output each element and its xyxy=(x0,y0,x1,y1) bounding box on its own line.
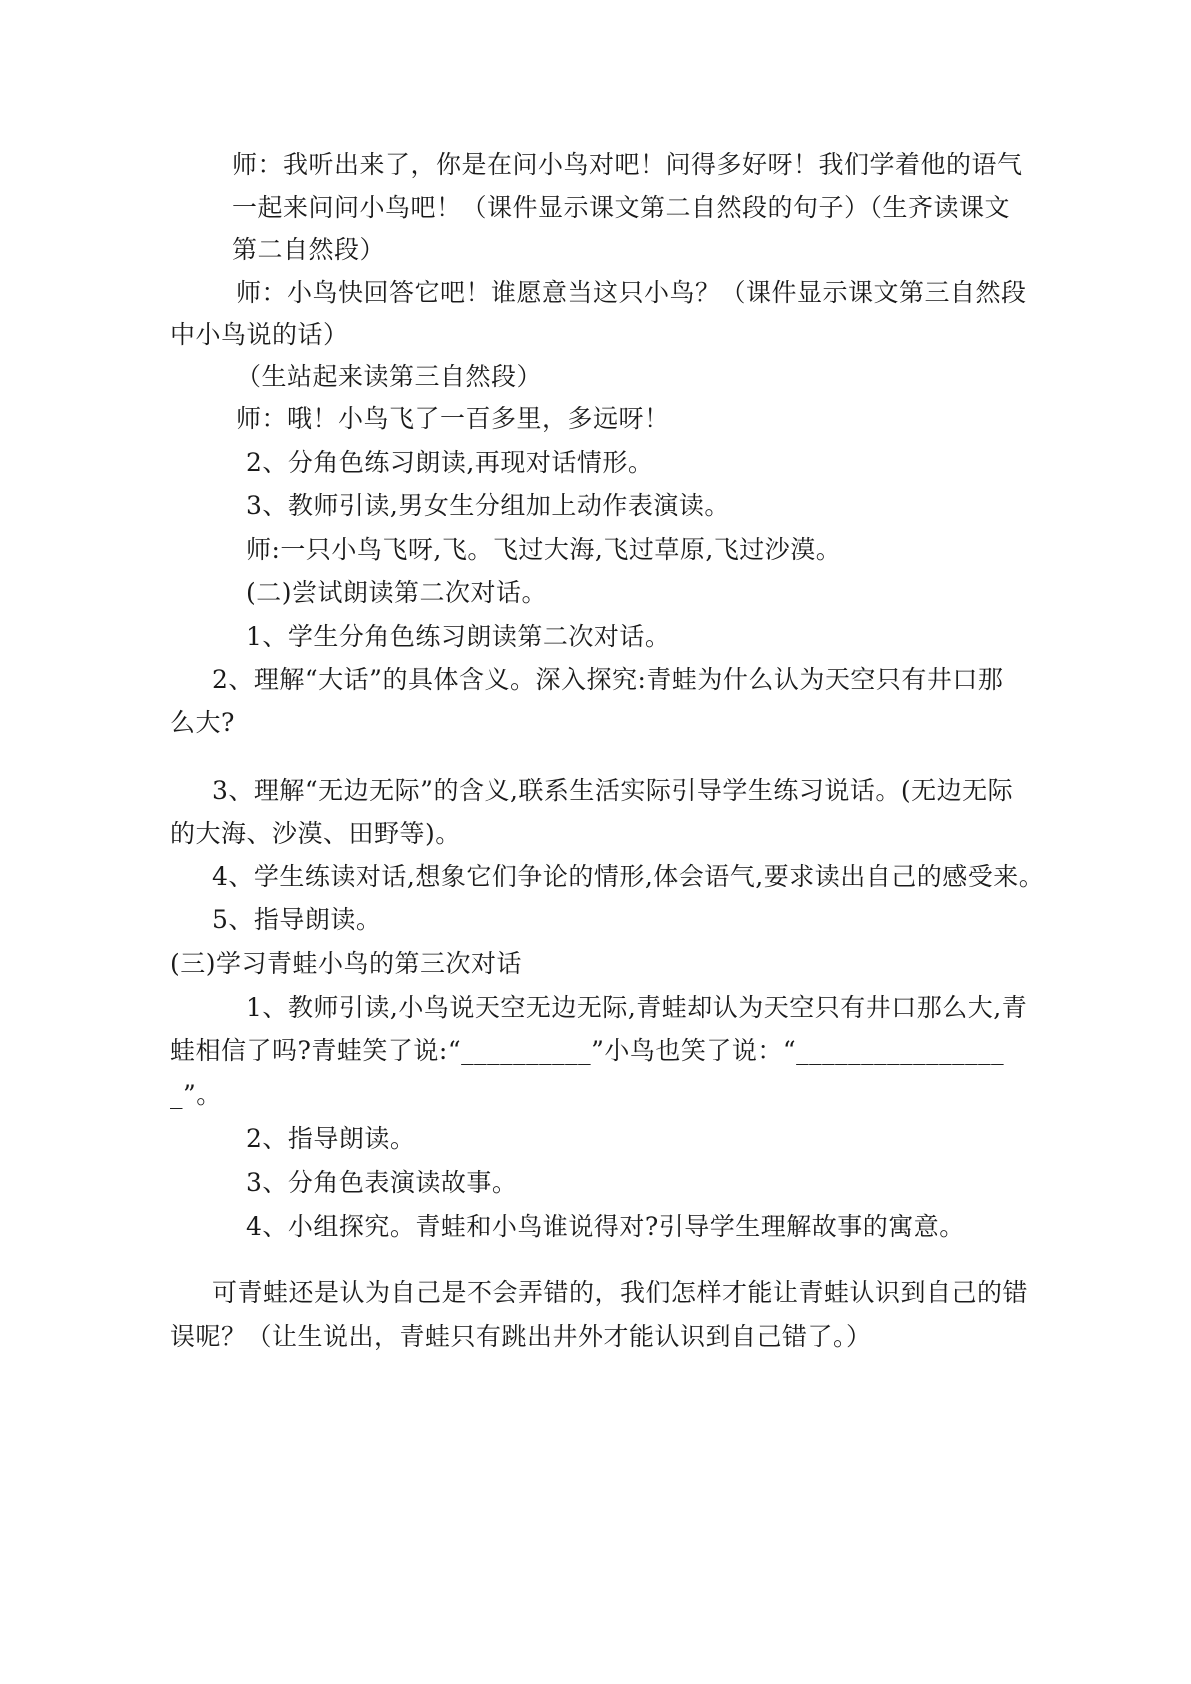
text-line: 中小鸟说的话） xyxy=(170,320,349,349)
text-line: 2、理解“大话”的具体含义。深入探究:青蛙为什么认为天空只有井口那 xyxy=(212,665,1004,694)
text-line: 一起来问问小鸟吧！（课件显示课文第二自然段的句子）（生齐读课文 xyxy=(232,193,1011,222)
text-line: 师:一只小鸟飞呀,飞。飞过大海,飞过草原,飞过沙漠。 xyxy=(246,535,842,564)
text-line: 2、指导朗读。 xyxy=(246,1124,416,1153)
text-line: 2、分角色练习朗读,再现对话情形。 xyxy=(246,448,654,477)
text-line: 4、小组探究。青蛙和小鸟谁说得对?引导学生理解故事的寓意。 xyxy=(246,1212,965,1241)
text-line: (二)尝试朗读第二次对话。 xyxy=(246,578,548,607)
text-line: 蛙相信了吗?青蛙笑了说:“__________”小鸟也笑了说：“________________ xyxy=(170,1036,1005,1065)
text-line: 师：哦！小鸟飞了一百多里，多远呀！ xyxy=(236,404,670,433)
text-line: (三)学习青蛙小鸟的第三次对话 xyxy=(170,949,523,978)
text-line: 3、理解“无边无际”的含义,联系生活实际引导学生练习说话。(无边无际 xyxy=(212,776,1014,805)
text-line: 师：小鸟快回答它吧！谁愿意当这只小鸟？（课件显示课文第三自然段 xyxy=(236,278,1027,307)
text-line: （生站起来读第三自然段） xyxy=(236,362,543,391)
text-line: 1、教师引读,小鸟说天空无边无际,青蛙却认为天空只有井口那么大,青 xyxy=(246,993,1028,1022)
text-line: 师：我听出来了，你是在问小鸟对吧！问得多好呀！我们学着他的语气 xyxy=(232,150,1023,179)
text-line: 第二自然段） xyxy=(232,235,386,264)
text-line: 的大海、沙漠、田野等)。 xyxy=(170,819,461,848)
text-line: _”。 xyxy=(170,1080,222,1109)
text-line: 误呢？（让生说出，青蛙只有跳出井外才能认识到自己错了。） xyxy=(170,1322,872,1351)
text-line: 1、学生分角色练习朗读第二次对话。 xyxy=(246,622,671,651)
text-line: 5、指导朗读。 xyxy=(212,905,382,934)
text-line: 3、分角色表演读故事。 xyxy=(246,1168,518,1197)
text-line: 可青蛙还是认为自己是不会弄错的，我们怎样才能让青蛙认识到自己的错 xyxy=(212,1278,1029,1307)
text-line: 3、教师引读,男女生分组加上动作表演读。 xyxy=(246,491,730,520)
text-line: 么大? xyxy=(170,708,235,737)
text-line: 4、学生练读对话,想象它们争论的情形,体会语气,要求读出自己的感受来。 xyxy=(212,862,1045,891)
